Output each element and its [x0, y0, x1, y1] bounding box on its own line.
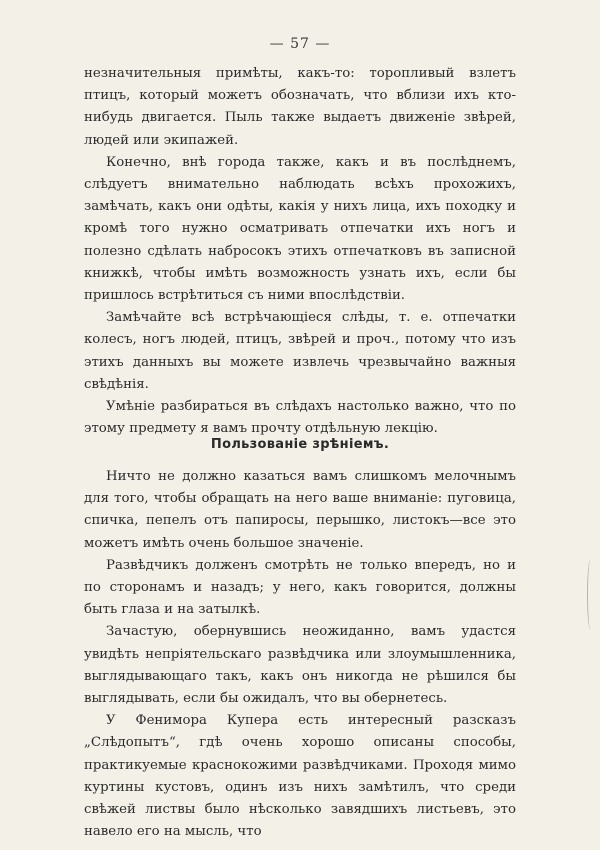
paragraph: Зачастую, обернувшись неожиданно, вамъ удастся увидѣть непріятельскаго развѣдчика или злоумышленника, выглядывающаго такъ, какъ онъ никогда не рѣшился бы выглядывать, если бы ожидалъ, что вы обернетесь. [84, 624, 516, 707]
section-heading: Пользованіе зрѣніемъ. [210, 437, 390, 452]
paragraph: Замѣчайте всѣ встрѣчающіеся слѣды, т. е. отпечатки колесъ, ногъ людей, птицъ, звѣрей и проч., потому что изъ этихъ данныхъ вы можете извлечь чрезвычайно важныя свѣдѣнія. [84, 310, 516, 392]
paragraph: У Фенимора Купера есть интересный разсказъ „Слѣдопытъ“, гдѣ очень хорошо описаны способы, практикуемые краснокожими развѣдчиками. Проходя мимо куртины кустовъ, одинъ изъ нихъ замѣтилъ, что среди свѣжей листвы было нѣсколько завядшихъ листьевъ, это навело его на мысль, что [84, 713, 516, 840]
page-number: — 57 — [269, 36, 331, 52]
paragraph-continued: незначительныя примѣты, какъ-то: торопливый взлетъ птицъ, который можетъ обозначать, что вблизи ихъ кто-нибудь двигается. Пыль также выдаетъ движеніе звѣрей, людей или экипажей. [84, 66, 516, 148]
paragraph: Ничто не должно казаться вамъ слишкомъ мелочнымъ для того, чтобы обращать на него ваше вниманіе: пуговица, спичка, пепелъ отъ папиросы, перышко, листокъ—все это можетъ имѣть очень большое значеніе. [84, 469, 516, 551]
text-block-before-heading [84, 63, 516, 440]
paragraph: Развѣдчикъ долженъ смотрѣть не только впередъ, но и по сторонамъ и назадъ; у него, какъ говорится, должны быть глаза и на затылкѣ. [84, 557, 516, 618]
paragraph: Конечно, внѣ города также, какъ и въ послѣднемъ, слѣдуетъ внимательно наблюдать всѣхъ прохожихъ, замѣчать, какъ они одѣты, какія у нихъ лица, ихъ походку и кромѣ того нужно осматривать отпечатки ихъ ногъ и полезно сдѣлать набросокъ этихъ отпечатковъ въ записной книжкѣ, чтобы имѣть возможность узнать ихъ, если бы пришлось встрѣтиться съ ними впослѣдствіи. [84, 154, 516, 304]
text-block-after-heading [84, 466, 516, 843]
page-edge-mark [587, 560, 594, 630]
paragraph: Умѣніе разбираться въ слѣдахъ настолько важно, что по этому предмету я вамъ прочту отдѣльную лекцію. [84, 399, 516, 437]
